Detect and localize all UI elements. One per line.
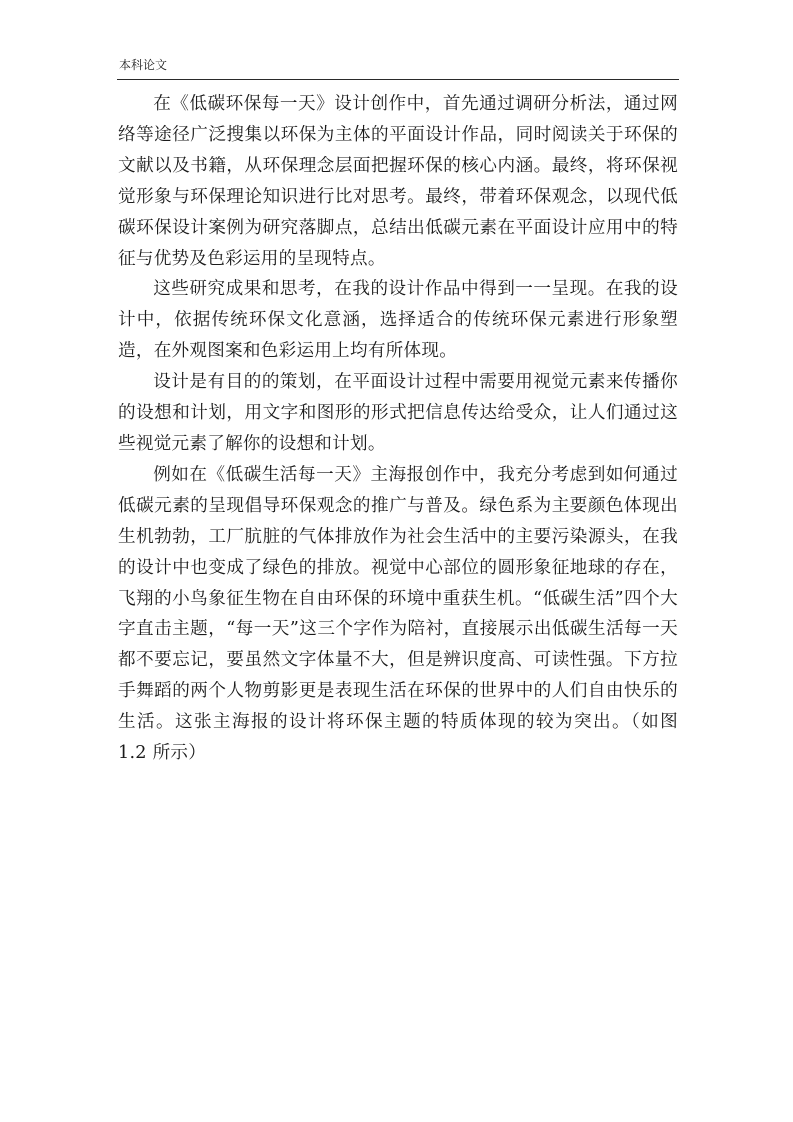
paragraph: 设计是有目的的策划，在平面设计过程中需要用视觉元素来传播你的设想和计划，用文字和图形的形式把信息传达给受众，让人们通过这些视觉元素了解你的设想和计划。	[118, 372, 678, 454]
paragraph: 在《低碳环保每一天》设计创作中，首先通过调研分析法，通过网络等途径广泛搜集以环保为主体的平面设计作品，同时阅读关于环保的文献以及书籍，从环保理念层面把握环保的核心内涵。最终，将环保视觉形象与环保理论知识进行比对思考。最终，带着环保观念，以现代低碳环保设计案例为研究落脚点，总结出低碳元素在平面设计应用中的特征与优势及色彩运用的呈现特点。	[118, 94, 678, 269]
paragraph: 这些研究成果和思考，在我的设计作品中得到一一呈现。在我的设计中，依据传统环保文化意涵，选择适合的传统环保元素进行形象塑造，在外观图案和色彩运用上均有所体现。	[118, 279, 678, 362]
header-rule	[117, 79, 679, 80]
body-text	[118, 89, 678, 769]
running-header: 本科论文	[119, 58, 168, 72]
paragraph: 例如在《低碳生活每一天》主海报创作中，我充分考虑到如何通过低碳元素的呈现倡导环保观念的推广与普及。绿色系为主要颜色体现出生机勃勃，工厂肮脏的气体排放作为社会生活中的主要污染源头，在我的设计中也变成了绿色的排放。视觉中心部位的圆形象征地球的存在，飞翔的小鸟象征生物在自由环保的环境中重获生机。“低碳生活”四个大字直击主题，“每一天”这三个字作为陪衬，直接展示出低碳生活每一天都不要忘记，要虽然文字体量不大，但是辨识度高、可读性强。下方拉手舞蹈的两个人物剪影更是表现生活在环保的世界中的人们自由快乐的生活。这张主海报的设计将环保主题的特质体现的较为突出。（如图 1.2 所示）	[118, 464, 678, 764]
